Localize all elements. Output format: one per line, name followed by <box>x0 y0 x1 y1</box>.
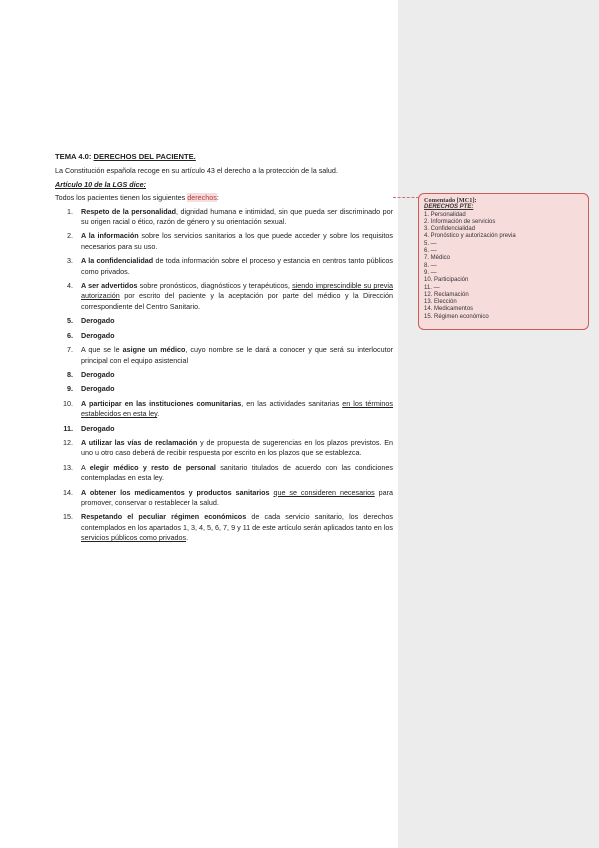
item-t1: , dignidad humana e intimidad, sin que pueda ser discriminado por su origen racial o ético, razón de género y su orientación sexual. <box>81 206 393 227</box>
item-number: 7. <box>67 345 73 355</box>
comment-line: 7. Médico <box>424 255 451 262</box>
comment-label: Comentado [MC1]: <box>424 197 477 204</box>
list-item <box>55 231 393 252</box>
list-item <box>55 331 393 341</box>
list-item <box>55 512 393 543</box>
item-t1a: A <box>81 462 90 472</box>
comment-anchor-line <box>393 197 419 198</box>
item-b1: A obtener los medicamentos y productos sanitarios <box>81 487 270 497</box>
item-b1: A la confidencialidad <box>81 256 154 266</box>
comment-line: 12. Reclamación <box>424 291 469 298</box>
comment-line: 3. Confidencialidad <box>424 226 476 233</box>
item-text <box>81 399 393 418</box>
comment-balloon[interactable] <box>418 193 589 330</box>
item-b1: A utilizar las vías de reclamación <box>81 437 198 447</box>
item-number: 6. <box>67 330 73 340</box>
item-text <box>81 488 393 507</box>
comment-line: 10. Participación <box>424 277 469 284</box>
commented-word[interactable]: derechos <box>187 193 217 203</box>
item-number: 13. <box>63 462 73 472</box>
list-item <box>55 488 393 509</box>
comment-line: 15. Régimen económico <box>424 313 489 320</box>
rights-list <box>55 207 393 544</box>
item-t2: por escrito del paciente y la aceptación por parte del médico y la Dirección correspondiente del Centro Sanitario. <box>81 291 393 311</box>
comment-line: 6. — <box>424 248 437 255</box>
comment-line: 4. Pronóstico y autorización previa <box>424 233 516 240</box>
item-number: 12. <box>63 437 73 447</box>
item-t1: de toda información sobre el proceso y estancia en centros tanto públicos como privados. <box>81 256 393 276</box>
list-item <box>55 463 393 484</box>
item-text <box>81 231 393 250</box>
item-b1: A la información <box>81 231 139 241</box>
item-text <box>81 424 115 433</box>
item-t1: sobre pronósticos, diagnósticos y terapéuticos, <box>137 281 293 291</box>
comment-line: 11. — <box>424 284 440 291</box>
item-text <box>81 345 393 364</box>
item-b1: elegir médico y resto de personal <box>89 462 216 472</box>
item-number: 3. <box>67 256 73 266</box>
item-t1: y de propuesta de sugerencias en los plazos previstos. En uno u otro caso deberá de recibir respuesta por escrito en los plazos que se establezca. <box>81 437 393 458</box>
item-t2: . <box>157 409 160 419</box>
item-number: 8. <box>67 369 73 379</box>
item-text <box>81 512 393 542</box>
comment-margin-pane <box>398 0 599 848</box>
list-item <box>55 384 393 394</box>
list-item <box>55 438 393 459</box>
list-item <box>55 424 393 434</box>
list-item <box>55 345 393 366</box>
item-b1: A ser advertidos <box>81 281 138 291</box>
item-text <box>81 316 115 325</box>
item-number: 1. <box>67 206 73 216</box>
item-t0: Derogado <box>81 330 115 340</box>
article-subheading: Artículo 10 de la LGS dice: <box>55 179 147 189</box>
item-t1: sanitario titulados de acuerdo con las condiciones contempladas en esta ley. <box>81 462 393 483</box>
item-text <box>81 281 393 311</box>
item-number: 14. <box>63 487 73 497</box>
list-item <box>55 399 393 420</box>
item-number: 2. <box>67 231 73 241</box>
item-t0: Derogado <box>81 316 115 326</box>
page-title <box>55 152 393 162</box>
item-text <box>81 370 115 379</box>
document-body <box>55 152 393 548</box>
item-t0: Derogado <box>81 423 115 433</box>
comment-line: 2. Información de servicios <box>424 218 496 225</box>
item-t1: , en las actividades sanitarias <box>241 398 343 408</box>
item-u1: que se consideren necesarios <box>273 487 375 497</box>
comment-line: 14. Medicamentos <box>424 306 474 313</box>
item-number: 15. <box>63 512 73 522</box>
item-number: 10. <box>63 398 73 408</box>
comment-lines <box>424 212 583 321</box>
comment-heading: DERECHOS PTE: <box>424 204 474 211</box>
list-item <box>55 281 393 312</box>
item-t2: . <box>186 533 189 543</box>
list-item <box>55 370 393 380</box>
item-t1a: A que se le <box>81 345 123 355</box>
item-number: 9. <box>67 384 73 394</box>
comment-line: 9. — <box>424 269 437 276</box>
item-t2: para promover, conservar o restablecer la salud. <box>81 487 393 507</box>
item-t0: Derogado <box>81 369 115 379</box>
list-item <box>55 207 393 228</box>
item-t1: , cuyo nombre se le dará a conocer y que será su interlocutor principal con el equipo asistencial <box>81 345 393 365</box>
item-b1: Respetando el peculiar régimen económicos <box>81 512 247 522</box>
intro-paragraph: La Constitución española recoge en su artículo 43 el derecho a la protección de la salud. <box>55 166 338 176</box>
item-t1: sobre los servicios sanitarios a los que puede acceder y sobre los requisitos necesarios para su uso. <box>81 231 393 251</box>
item-text <box>81 331 115 340</box>
list-item <box>55 316 393 326</box>
comment-line: 13. Elección <box>424 299 457 306</box>
item-b1: A participar en las instituciones comunitarias <box>81 398 242 408</box>
item-number: 11. <box>63 423 73 433</box>
item-text <box>81 438 393 457</box>
item-u1: en los términos establecidos en esta ley <box>81 398 393 419</box>
comment-line: 5. — <box>424 240 437 247</box>
item-text <box>81 463 393 482</box>
item-text <box>81 256 393 275</box>
title-prefix: TEMA 4.0: <box>55 152 94 161</box>
item-text <box>81 207 393 226</box>
lead-text: Todos los pacientes tienen los siguientes <box>55 193 188 203</box>
item-t1: de cada servicio sanitario, los derechos contemplados en los apartados 1, 3, 4, 5, 6, 7, 9 y 11 de este artículo serán aplicados tanto en los <box>81 512 393 532</box>
item-number: 5. <box>67 316 73 326</box>
comment-line: 1. Personalidad <box>424 211 466 218</box>
item-b1: Respeto de la personalidad <box>81 206 177 216</box>
lead-end: : <box>216 193 219 203</box>
item-number: 4. <box>67 281 73 291</box>
item-u1: servicios públicos como privados <box>81 533 187 543</box>
lead-paragraph <box>55 193 393 203</box>
item-u1: siendo imprescindible su previa autorización <box>81 281 393 301</box>
item-b1: asigne un médico <box>122 345 186 355</box>
title-main: DERECHOS DEL PACIENTE. <box>93 152 196 161</box>
item-text <box>81 384 115 393</box>
comment-line: 8. — <box>424 262 437 269</box>
list-item <box>55 256 393 277</box>
item-t0: Derogado <box>81 384 115 394</box>
